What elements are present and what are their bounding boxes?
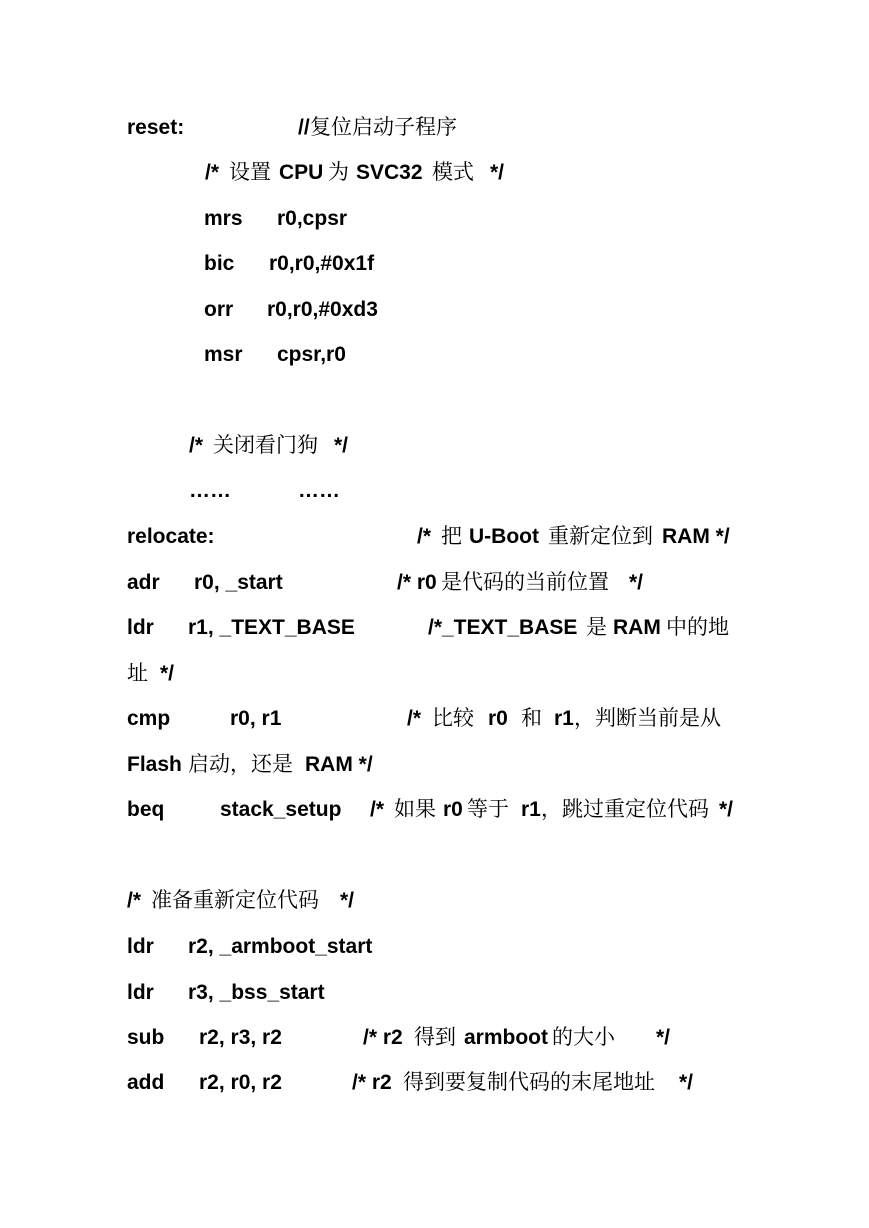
instruction-mnemonic: ldr — [127, 981, 154, 1004]
comment-text: 重新定位到 — [548, 525, 653, 548]
comment-keyword: Flash — [127, 753, 182, 776]
instruction-operands: stack_setup — [220, 798, 342, 821]
comment-text: 启动，还是 — [188, 753, 293, 776]
comment-close: */ — [340, 889, 355, 912]
comment-keyword: r0 — [488, 707, 508, 730]
comment-keyword: SVC32 — [356, 161, 423, 184]
comment-keyword: RAM */ — [662, 525, 730, 548]
comment-marker: // — [298, 116, 310, 139]
comment-keyword: r1 — [554, 707, 574, 730]
instruction-operands: r0, _start — [194, 571, 283, 594]
comment-close: */ — [490, 161, 505, 184]
comment-open: /* — [407, 707, 422, 730]
instruction-mnemonic: adr — [127, 571, 160, 594]
comment-close: */ — [679, 1071, 694, 1094]
comment-text: 准备重新定位代码 — [151, 889, 319, 912]
instruction-mnemonic: orr — [204, 298, 234, 321]
comment-text: 是 — [586, 616, 607, 639]
comment-close: */ — [160, 662, 175, 685]
comment-text: 设置 — [229, 161, 271, 184]
instruction-mnemonic: cmp — [127, 707, 171, 730]
comment-open: /*_TEXT_BASE — [428, 616, 578, 639]
instruction-mnemonic: msr — [204, 343, 243, 366]
comment-open: /* — [417, 525, 432, 548]
instruction-operands: r2, r3, r2 — [199, 1026, 282, 1049]
comment-close: */ — [719, 798, 734, 821]
label-text: reset: — [127, 116, 185, 139]
instruction-operands: r2, _armboot_start — [188, 935, 373, 958]
comment-text: 如果 — [394, 798, 436, 821]
comment-close: */ — [334, 434, 349, 457]
comment-open: /* r2 — [363, 1026, 403, 1049]
comment-open: /* r2 — [352, 1071, 392, 1094]
instruction-operands: r3, _bss_start — [188, 981, 325, 1004]
instruction-mnemonic: add — [127, 1071, 165, 1094]
instruction-mnemonic: bic — [204, 252, 235, 275]
instruction-operands: r2, r0, r2 — [199, 1071, 282, 1094]
comment-text: ，跳过重定位代码 — [541, 798, 709, 821]
comment-text: 模式 — [432, 161, 474, 184]
comment-keyword: armboot — [464, 1026, 548, 1049]
comment-text: ，判断当前是从 — [574, 707, 721, 730]
instruction-operands: r0,r0,#0x1f — [269, 252, 375, 275]
comment-text: 址 — [127, 662, 148, 685]
comment-close: */ — [629, 571, 644, 594]
comment-text: 得到要复制代码的末尾地址 — [403, 1071, 655, 1094]
instruction-operands: r1, _TEXT_BASE — [188, 616, 355, 639]
comment-open: /* — [189, 434, 204, 457]
comment-open: /* — [205, 161, 220, 184]
comment-keyword: RAM — [613, 616, 661, 639]
comment-keyword: U-Boot — [469, 525, 539, 548]
comment-keyword: CPU — [279, 161, 324, 184]
comment-text: 关闭看门狗 — [213, 434, 318, 457]
instruction-operands: cpsr,r0 — [277, 343, 346, 366]
ellipsis-text: …… — [298, 479, 340, 502]
instruction-mnemonic: mrs — [204, 207, 243, 230]
comment-text: 比较 — [432, 707, 474, 730]
instruction-mnemonic: ldr — [127, 616, 154, 639]
comment-text: 等于 — [467, 798, 509, 821]
instruction-operands: r0, r1 — [230, 707, 282, 730]
comment-text: 得到 — [414, 1026, 456, 1049]
comment-keyword: r1 — [521, 798, 541, 821]
comment-text: 中的地 — [666, 616, 729, 639]
instruction-mnemonic: beq — [127, 798, 165, 821]
comment-open: /* r0 — [397, 571, 437, 594]
instruction-operands: r0,cpsr — [277, 207, 348, 230]
comment-open: /* — [127, 889, 142, 912]
instruction-operands: r0,r0,#0xd3 — [267, 298, 378, 321]
instruction-mnemonic: sub — [127, 1026, 165, 1049]
comment-text: 的大小 — [552, 1026, 615, 1049]
comment-text: 和 — [521, 707, 542, 730]
ellipsis-text: …… — [189, 479, 231, 502]
instruction-mnemonic: ldr — [127, 935, 154, 958]
comment-text: 是代码的当前位置 — [441, 571, 609, 594]
comment-text: 把 — [441, 525, 462, 548]
comment-keyword: r0 — [443, 798, 463, 821]
comment-text: 复位启动子程序 — [310, 116, 457, 139]
comment-text: 为 — [328, 161, 349, 184]
label-text: relocate: — [127, 525, 215, 548]
comment-open: /* — [370, 798, 385, 821]
comment-close: */ — [656, 1026, 671, 1049]
comment-keyword: RAM */ — [305, 753, 373, 776]
